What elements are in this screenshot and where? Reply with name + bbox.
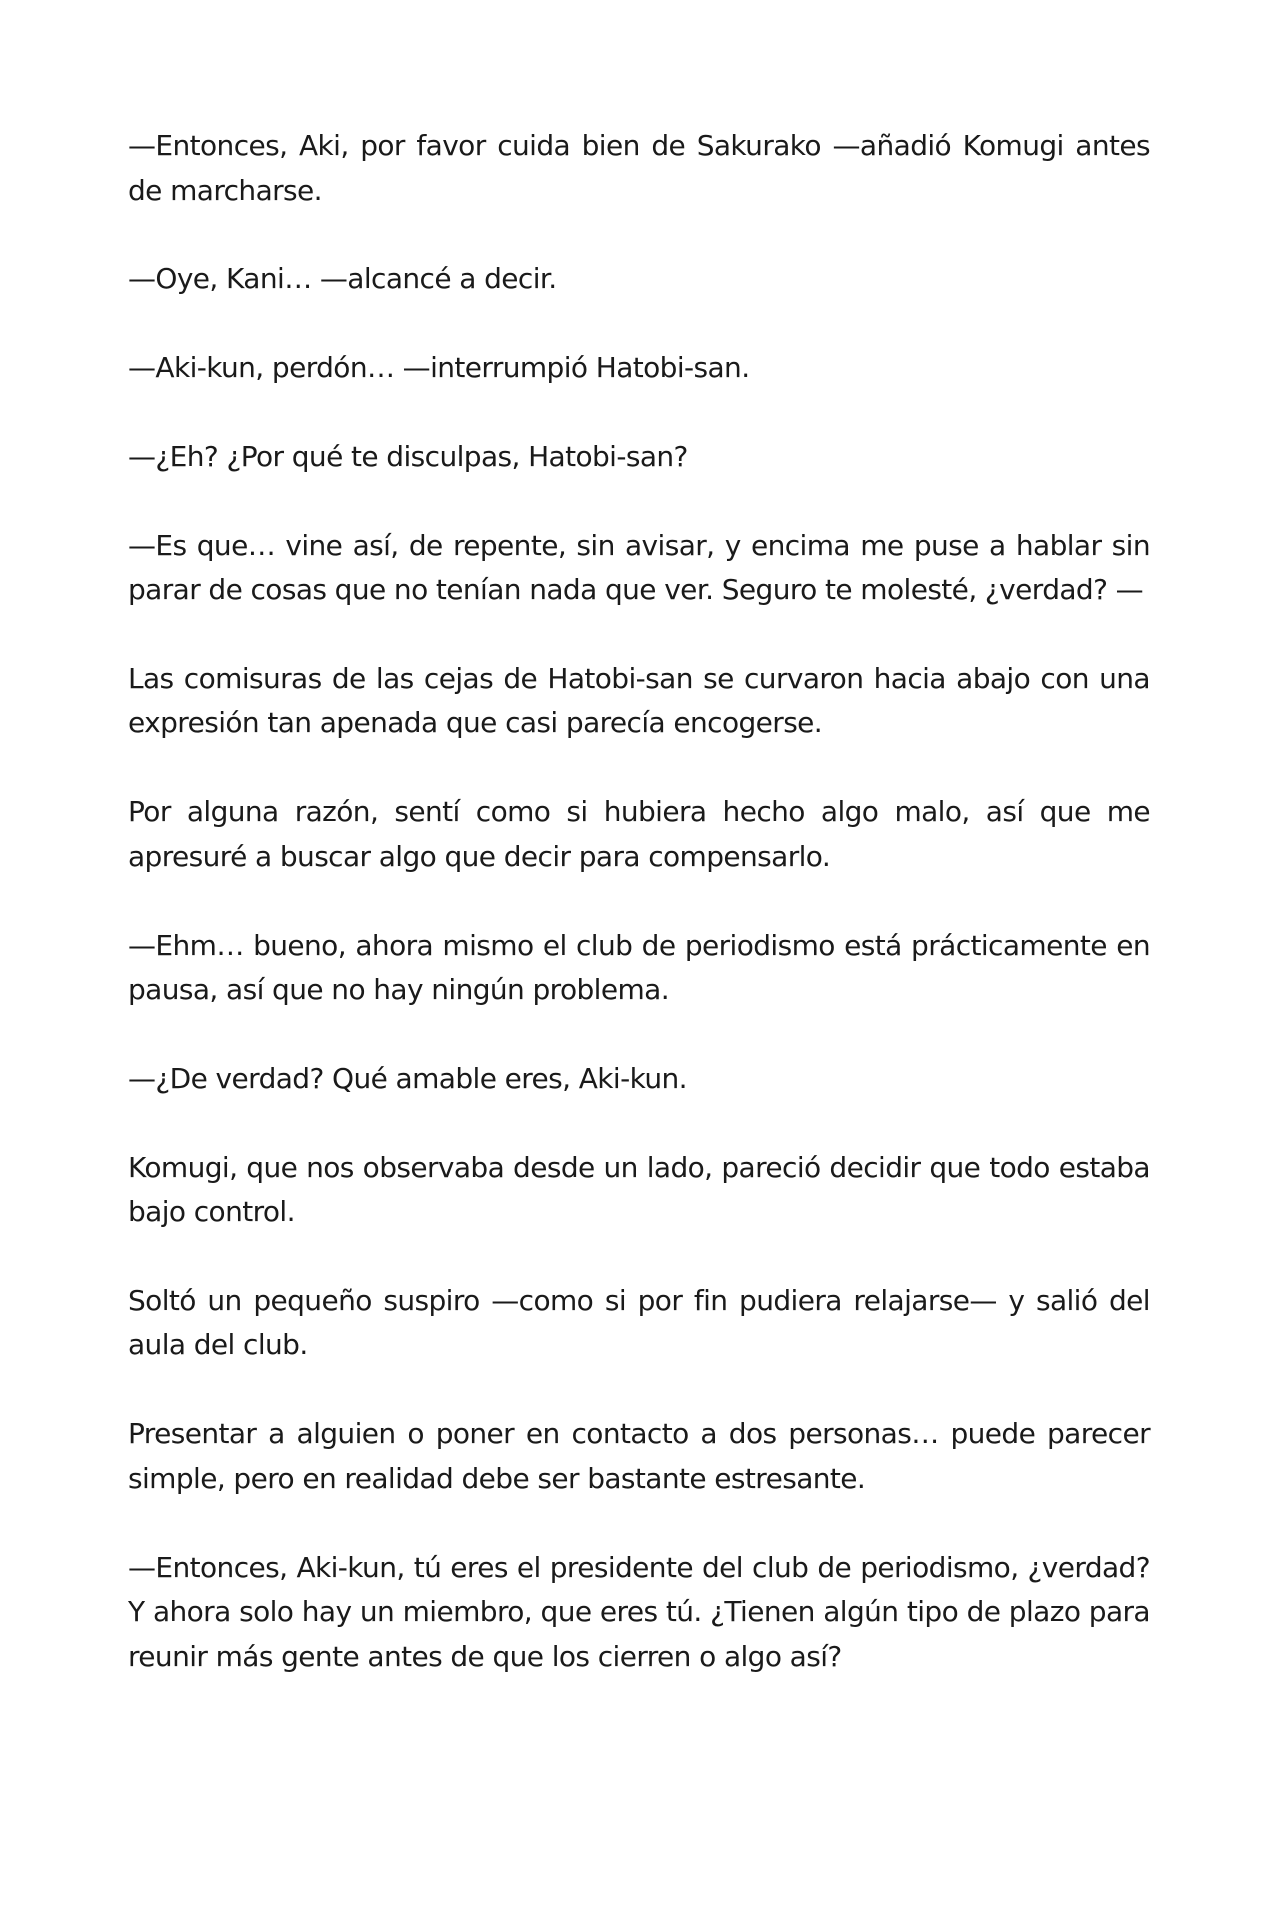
paragraph: —Entonces, Aki-kun, tú eres el presidente del club de periodismo, ¿verdad? Y ahora solo hay un miembro, que eres tú. ¿Tienen algún tipo de plazo para reunir más gente antes de que los cierren o algo así?	[128, 1550, 1150, 1673]
paragraph: —Aki-kun, perdón… —interrumpió Hatobi-san.	[128, 351, 750, 385]
paragraph: —Ehm… bueno, ahora mismo el club de periodismo está prácticamente en pausa, así que no hay ningún problema.	[128, 928, 1150, 1007]
paragraph: —Oye, Kani… —alcancé a decir.	[128, 262, 557, 296]
paragraph: Por alguna razón, sentí como si hubiera hecho algo malo, así que me apresuré a buscar algo que decir para compensarlo.	[128, 795, 1150, 873]
paragraph: —¿De verdad? Qué amable eres, Aki-kun.	[128, 1061, 687, 1095]
paragraph: Las comisuras de las cejas de Hatobi-san se curvaron hacia abajo con una expresión tan apenada que casi parecía encogerse.	[128, 661, 1150, 740]
paragraph: Soltó un pequeño suspiro —como si por fin pudiera relajarse— y salió del aula del club.	[128, 1283, 1150, 1362]
paragraph: —¿Eh? ¿Por qué te disculpas, Hatobi-san?	[128, 439, 688, 473]
paragraph: Komugi, que nos observaba desde un lado, pareció decidir que todo estaba bajo control.	[128, 1150, 1150, 1229]
paragraph: Presentar a alguien o poner en contacto a dos personas… puede parecer simple, pero en realidad debe ser bastante estresante.	[128, 1417, 1150, 1495]
paragraph: —Es que… vine así, de repente, sin avisar, y encima me puse a hablar sin parar de cosas que no tenían nada que ver. Seguro te molesté, ¿verdad? —	[128, 528, 1150, 607]
paragraph: —Entonces, Aki, por favor cuida bien de Sakurako —añadió Komugi antes de marcharse.	[128, 129, 1150, 207]
document-page	[128, 124, 1150, 1723]
